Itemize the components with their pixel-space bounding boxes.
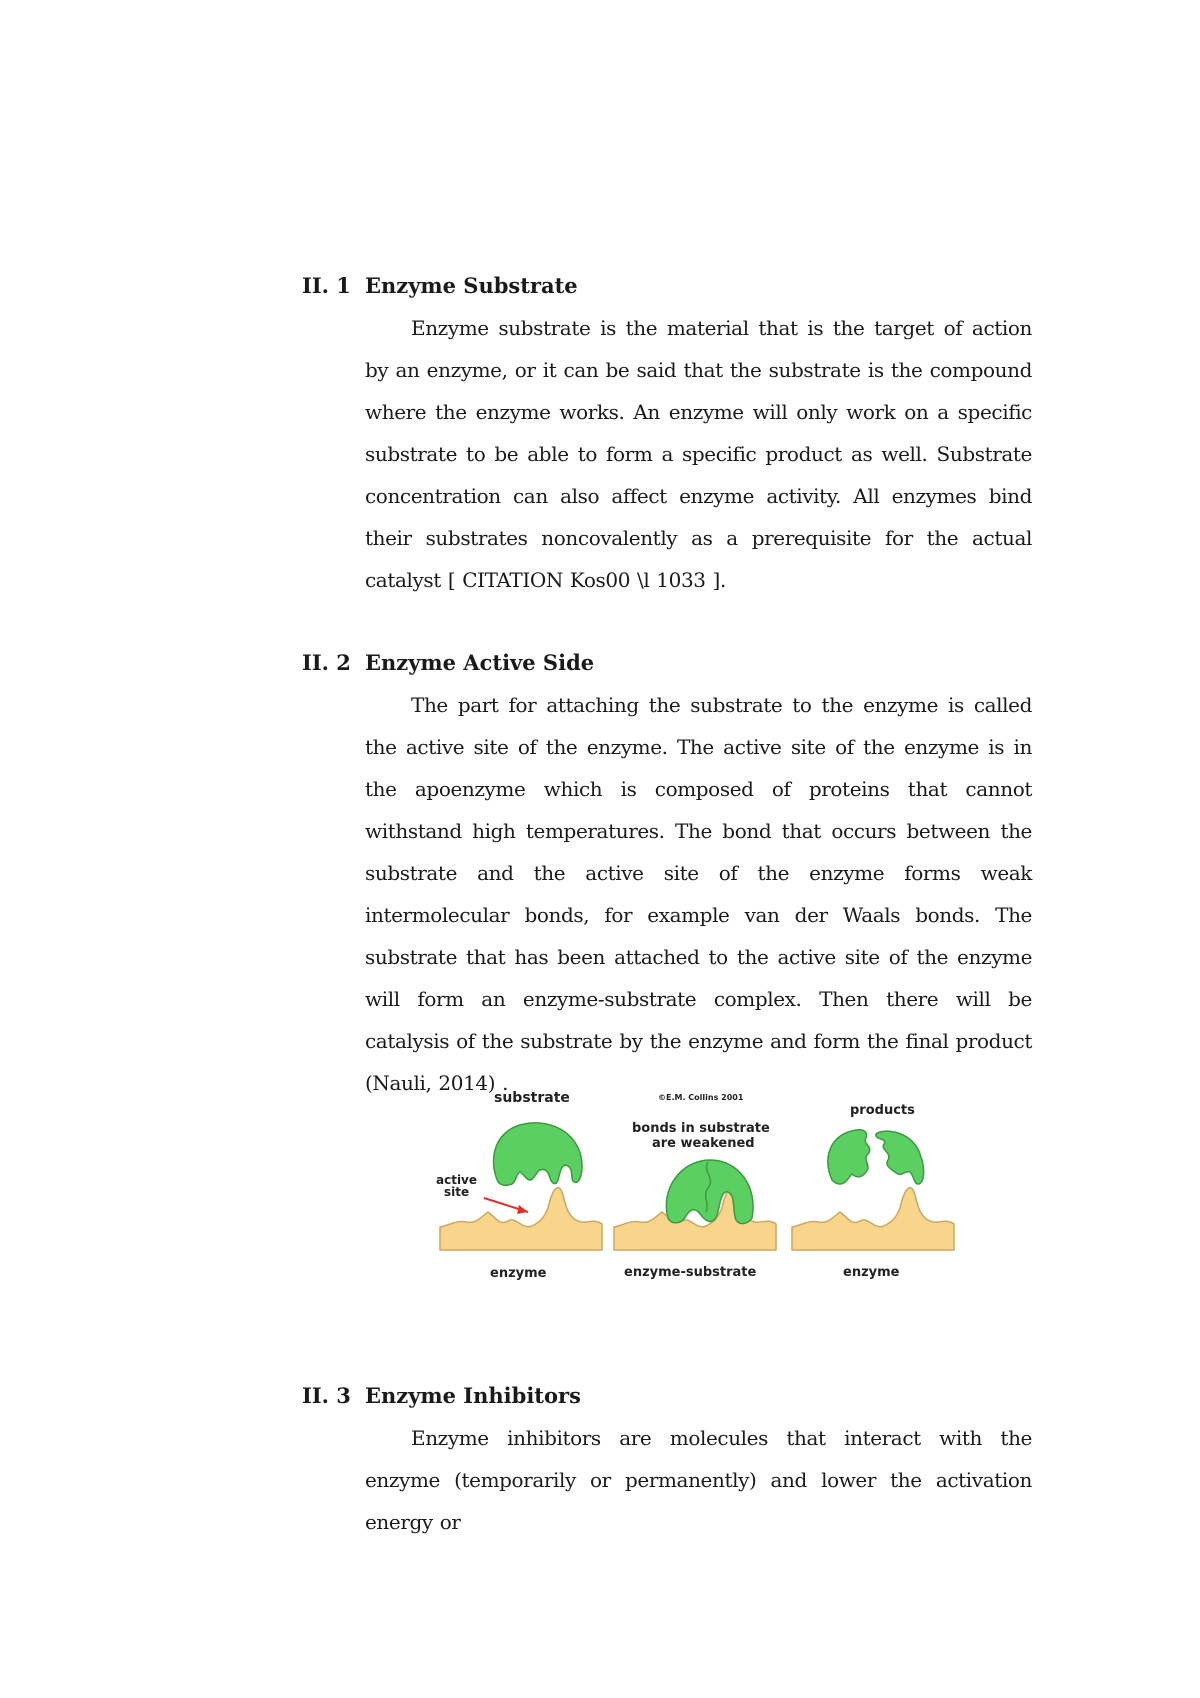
section-heading [302, 642, 1032, 684]
section-heading [302, 265, 1032, 307]
section-paragraph: Enzyme substrate is the material that is the target of action by an enzyme, or it can be said that the substrate is the compound where the enzyme works. An enzyme will only work on a specific substrate to be able to form a specific product as well. Substrate concentration can also affect enzyme activity. All enzymes bind their substrates noncovalently as a prerequisite for the actual catalyst [ CITATION Kos00 \l 1033 ]. [365, 316, 1032, 592]
section-number: II. 3 [302, 1383, 351, 1408]
section-paragraph: The part for attaching the substrate to the enzyme is called the active site of the enzyme. The active site of the enzyme is in the apoenzyme which is composed of proteins that cannot withstand high temperatures. The bond that occurs between the substrate and the active site of the enzyme forms weak intermolecular bonds, for example van der Waals bonds. The substrate that has been attached to the active site of the enzyme will form an enzyme-substrate complex. Then there will be catalysis of the substrate by the enzyme and form the final product (Nauli, 2014) . [365, 693, 1032, 1095]
section-enzyme-substrate [302, 265, 1032, 601]
label-bonds-line1: bonds in substrate [632, 1121, 770, 1136]
product-shape-right [876, 1131, 924, 1184]
substrate-bound-shape [666, 1160, 753, 1224]
section-paragraph: Enzyme inhibitors are molecules that interact with the enzyme (temporarily or permanently) and lower the activation energy or [365, 1426, 1032, 1534]
label-enzyme-substrate: enzyme-substrate [624, 1265, 757, 1280]
section-title: Enzyme Active Side [365, 650, 595, 675]
active-site-arrowhead [517, 1205, 528, 1214]
section-enzyme-inhibitors [302, 1375, 1032, 1543]
enzyme-shape-right [792, 1188, 954, 1250]
section-number: II. 2 [302, 650, 351, 675]
enzyme-diagram [436, 1080, 962, 1310]
substrate-shape-left [494, 1123, 582, 1185]
section-title: Enzyme Inhibitors [365, 1383, 581, 1408]
section-heading [302, 1375, 1032, 1417]
section-title: Enzyme Substrate [365, 273, 578, 298]
enzyme-substrate-figure [436, 1080, 962, 1310]
label-active: active [436, 1173, 478, 1187]
product-shape-left [828, 1130, 870, 1184]
section-enzyme-active-side [302, 642, 1032, 1104]
label-bonds-line2: are weakened [652, 1136, 755, 1151]
label-enzyme-left: enzyme [490, 1266, 547, 1281]
label-copyright: ©E.M. Collins 2001 [658, 1093, 744, 1102]
label-enzyme-right: enzyme [843, 1265, 900, 1280]
label-products: products [850, 1103, 915, 1118]
label-site: site [444, 1185, 470, 1199]
label-substrate: substrate [494, 1090, 570, 1106]
section-number: II. 1 [302, 273, 351, 298]
